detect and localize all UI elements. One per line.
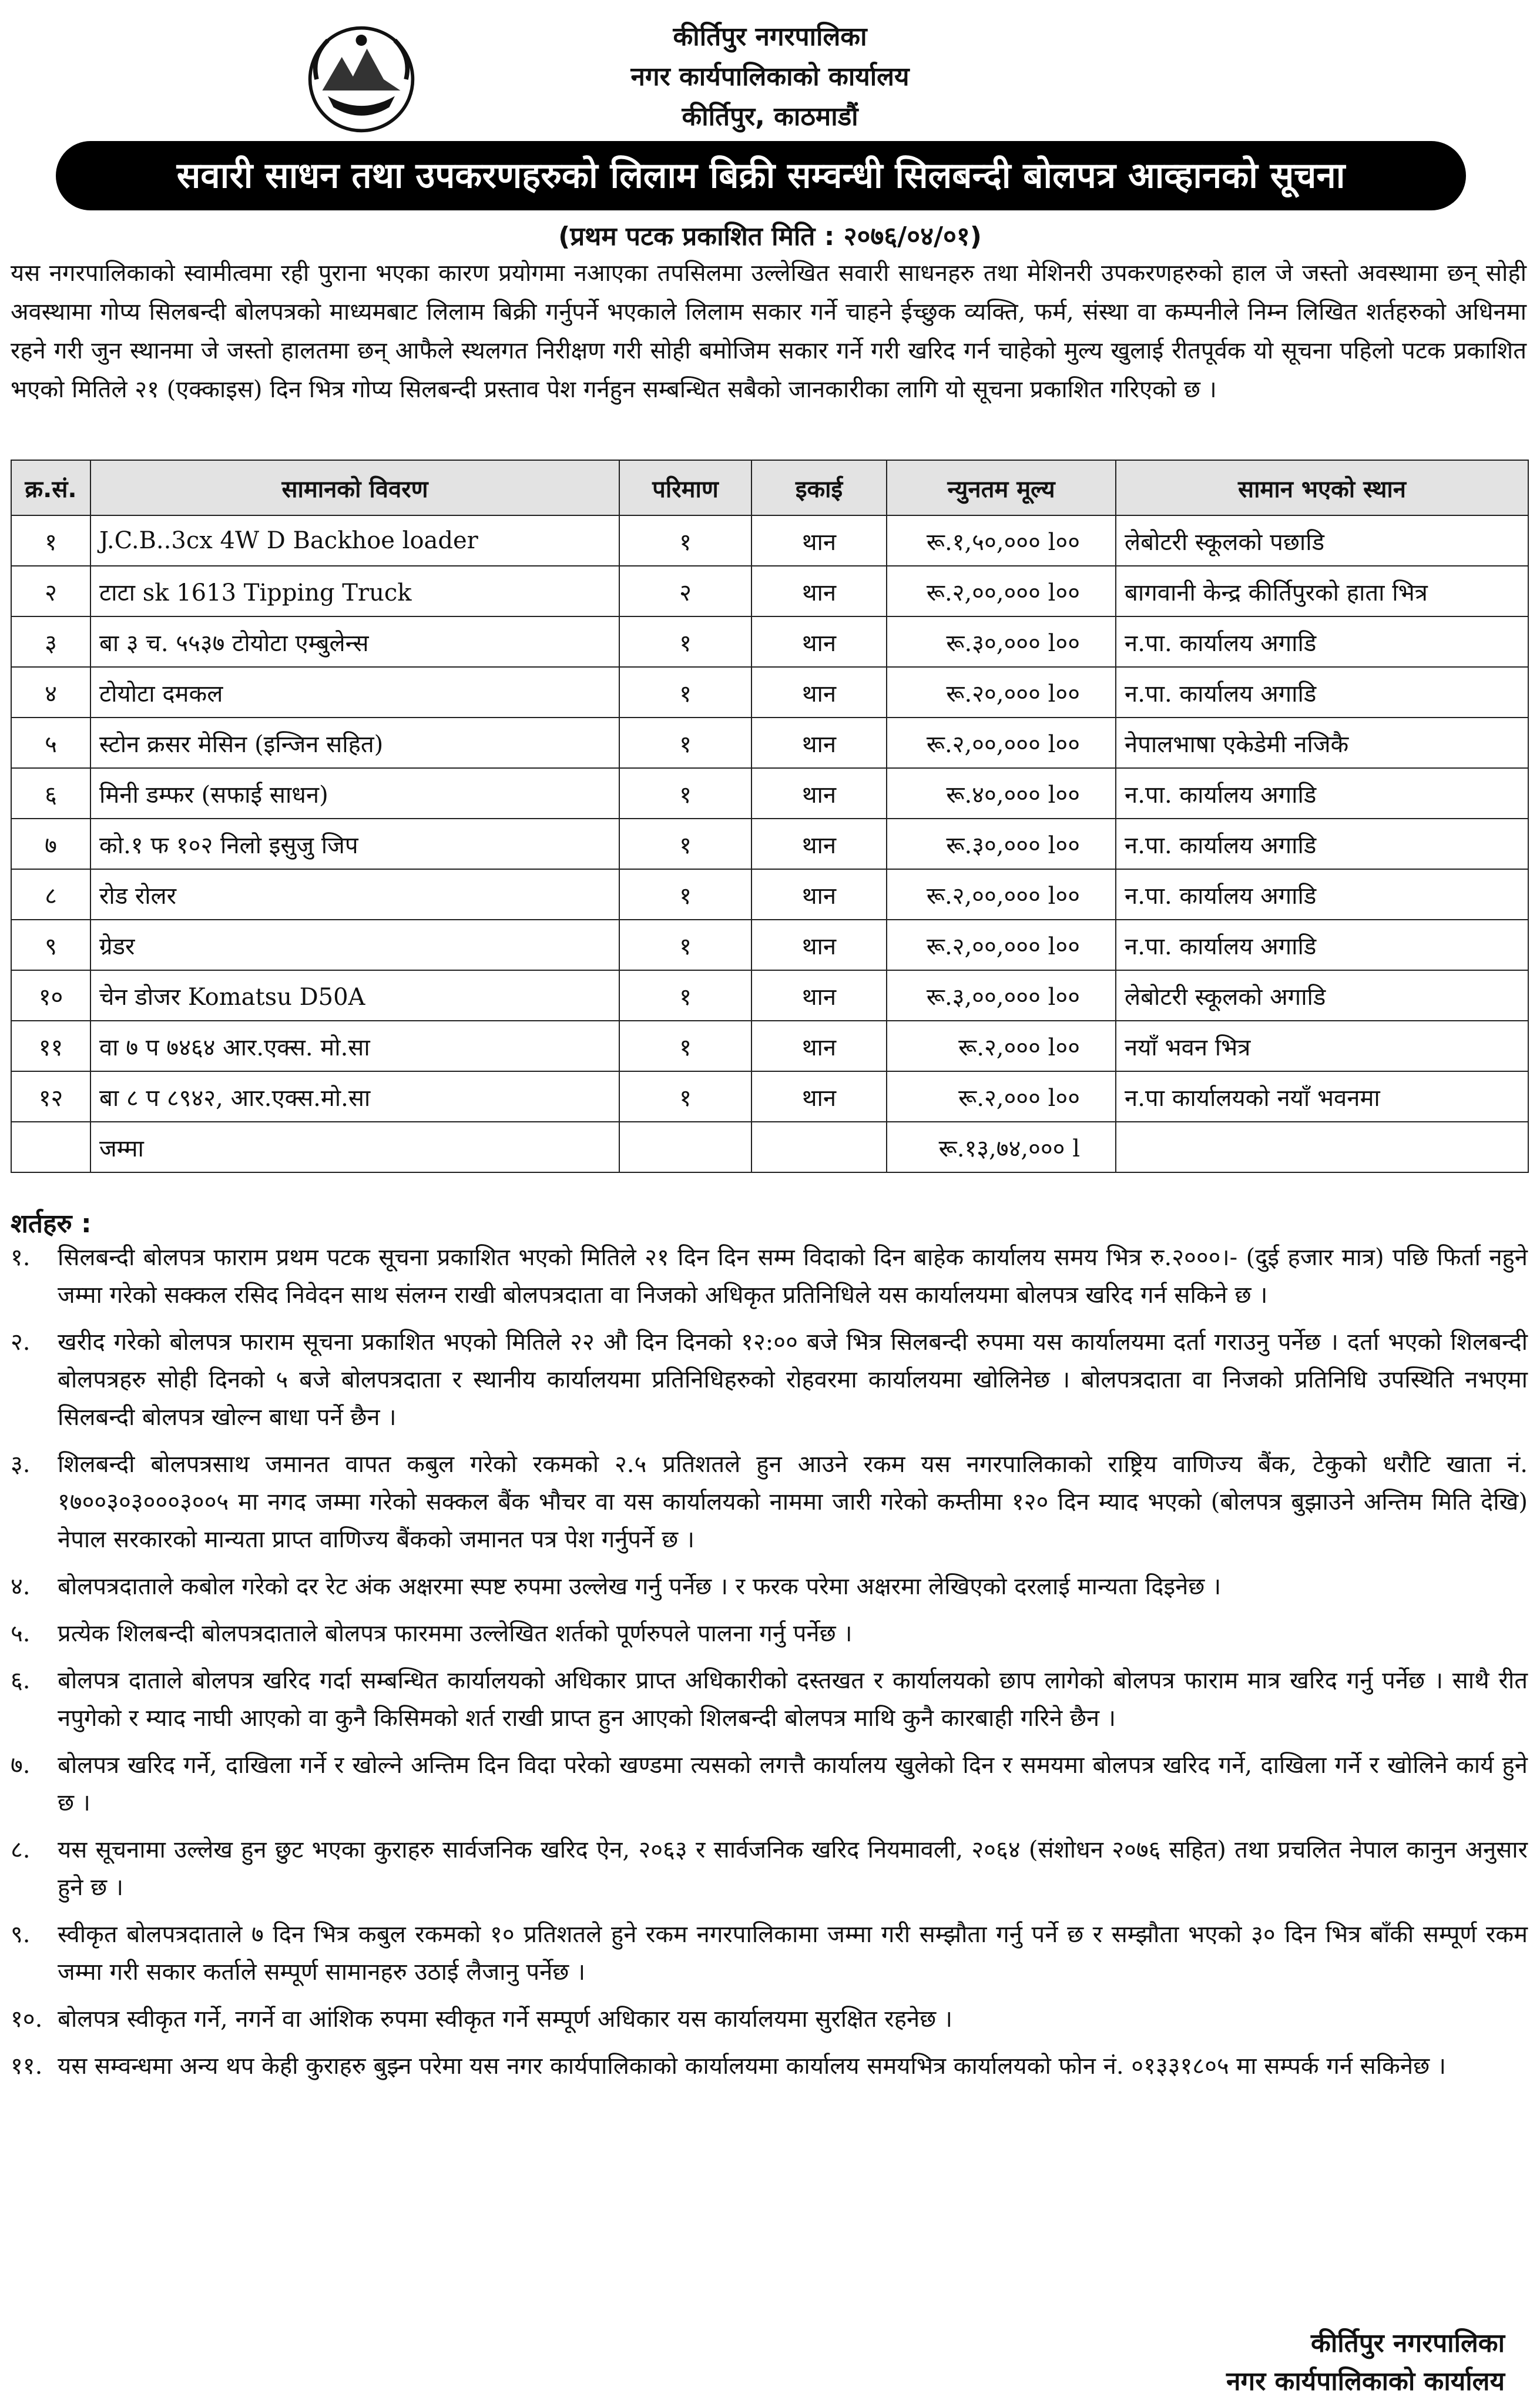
condition-text: बोलपत्र स्वीकृत गर्ने, नगर्ने वा आंशिक रुपमा स्वीकृत गर्ने सम्पूर्ण अधिकार यस कार्यालयमा सुरक्षित रहनेछ । bbox=[58, 2006, 953, 2033]
cell-empty bbox=[11, 1122, 90, 1172]
condition-text: खरीद गरेको बोलपत्र फाराम सूचना प्रकाशित भएको मितिले २२ औ दिन दिनको १२:०० बजे भित्र सिलबन्दी रुपमा यस कार्यालयमा दर्ता गराउनु पर्नेछ । दर्ता भएको शिलबन्दी बोलपत्रहरु सोही दिनको ५ बजे बोलपत्रदाता र स्थानीय कार्यालयमा प्रतिनिधिहरुको रोहवरमा कार्यालयमा खोलिनेछ । बोलपत्रदाता वा निजको प्रतिनिधि उपस्थिति नभएमा सिलबन्दी बोलपत्र खोल्न बाधा पर्ने छैन । bbox=[58, 1329, 1528, 1431]
cell-description: ग्रेडर bbox=[90, 920, 619, 970]
items-table bbox=[11, 460, 1529, 1173]
notice-title: सवारी साधन तथा उपकरणहरुको लिलाम बिक्री सम्वन्धी सिलबन्दी बोलपत्र आव्हानको सूचना bbox=[56, 141, 1466, 210]
cell-sn: १० bbox=[11, 970, 90, 1021]
list-item bbox=[11, 1239, 1528, 1314]
col-header-sn: क्र.सं. bbox=[11, 460, 90, 515]
list-item bbox=[11, 2000, 1528, 2038]
cell-unit: थान bbox=[751, 920, 887, 970]
list-item bbox=[11, 1831, 1528, 1906]
cell-sn: ८ bbox=[11, 869, 90, 920]
cell-unit: थान bbox=[751, 566, 887, 616]
cell-location: न.पा कार्यालयको नयाँ भवनमा bbox=[1116, 1071, 1528, 1122]
col-header-min-price: न्युनतम मूल्य bbox=[887, 460, 1116, 515]
cell-description: टाटा sk 1613 Tipping Truck bbox=[90, 566, 619, 616]
cell-quantity: १ bbox=[619, 515, 751, 566]
signature-org: कीर्तिपुर नगरपालिका bbox=[1311, 2328, 1505, 2358]
cell-unit: थान bbox=[751, 970, 887, 1021]
cell-location: न.पा. कार्यालय अगाडि bbox=[1116, 819, 1528, 869]
cell-quantity: १ bbox=[619, 920, 751, 970]
cell-min-price: रू.२,००,००० l०० bbox=[887, 869, 1116, 920]
condition-number: ७. bbox=[11, 1752, 31, 1779]
cell-empty bbox=[1116, 1122, 1528, 1172]
cell-empty bbox=[619, 1122, 751, 1172]
cell-unit: थान bbox=[751, 1071, 887, 1122]
table-row bbox=[11, 718, 1528, 768]
table-row bbox=[11, 616, 1528, 667]
table-row bbox=[11, 819, 1528, 869]
cell-description: रोड रोलर bbox=[90, 869, 619, 920]
cell-location: बागवानी केन्द्र कीर्तिपुरको हाता भित्र bbox=[1116, 566, 1528, 616]
cell-sn: ११ bbox=[11, 1021, 90, 1071]
condition-number: ४. bbox=[11, 1573, 31, 1600]
list-item bbox=[11, 2047, 1528, 2085]
cell-location: न.पा. कार्यालय अगाडि bbox=[1116, 616, 1528, 667]
condition-number: ६. bbox=[11, 1667, 31, 1694]
table-row bbox=[11, 1071, 1528, 1122]
cell-sn: १२ bbox=[11, 1071, 90, 1122]
list-item bbox=[11, 1916, 1528, 1991]
cell-description: मिनी डम्फर (सफाई साधन) bbox=[90, 768, 619, 819]
conditions-title: शर्तहरु : bbox=[11, 1209, 92, 1239]
cell-unit: थान bbox=[751, 515, 887, 566]
cell-min-price: रू.२,००,००० l०० bbox=[887, 718, 1116, 768]
cell-min-price: रू.२,००० l०० bbox=[887, 1021, 1116, 1071]
cell-description: टोयोटा दमकल bbox=[90, 667, 619, 718]
conditions-list bbox=[11, 1239, 1528, 2094]
list-item bbox=[11, 1446, 1528, 1558]
cell-description: चेन डोजर Komatsu D50A bbox=[90, 970, 619, 1021]
cell-location: न.पा. कार्यालय अगाडि bbox=[1116, 667, 1528, 718]
total-label: जम्मा bbox=[90, 1122, 619, 1172]
cell-description: को.१ फ १०२ निलो इसुजु जिप bbox=[90, 819, 619, 869]
cell-quantity: १ bbox=[619, 616, 751, 667]
cell-quantity: १ bbox=[619, 718, 751, 768]
cell-unit: थान bbox=[751, 667, 887, 718]
condition-number: ११. bbox=[11, 2053, 43, 2080]
cell-min-price: रू.२,००,००० l०० bbox=[887, 920, 1116, 970]
cell-min-price: रू.२,००० l०० bbox=[887, 1071, 1116, 1122]
condition-text: सिलबन्दी बोलपत्र फाराम प्रथम पटक सूचना प्रकाशित भएको मितिले २१ दिन दिन सम्म विदाको दिन बाहेक कार्यालय समय भित्र रु.२०००।- (दुई हजार मात्र) पछि फिर्ता नहुने जम्मा गरेको सक्कल रसिद निवेदन साथ संलग्न राखी बोलपत्रदाता वा निजको अधिकृत प्रतिनिधिले यस कार्यालयमा बोलपत्र खरिद गर्न सकिने छ । bbox=[58, 1244, 1528, 1309]
cell-min-price: रू.४०,००० l०० bbox=[887, 768, 1116, 819]
cell-location: लेबोटरी स्कूलको अगाडि bbox=[1116, 970, 1528, 1021]
cell-quantity: १ bbox=[619, 970, 751, 1021]
condition-number: ९. bbox=[11, 1921, 31, 1948]
col-header-location: सामान भएको स्थान bbox=[1116, 460, 1528, 515]
cell-location: न.पा. कार्यालय अगाडि bbox=[1116, 869, 1528, 920]
publication-date: (प्रथम पटक प्रकाशित मिति : २०७६/०४/०१) bbox=[558, 222, 982, 252]
condition-text: बोलपत्रदाताले कबोल गरेको दर रेट अंक अक्षरमा स्पष्ट रुपमा उल्लेख गर्नु पर्नेछ । र फरक परेमा अक्षरमा लेखिएको दरलाई मान्यता दिइनेछ । bbox=[58, 1573, 1222, 1600]
condition-text: प्रत्येक शिलबन्दी बोलपत्रदाताले बोलपत्र फारममा उल्लेखित शर्तको पूर्णरुपले पालना गर्नु पर्नेछ । bbox=[58, 1620, 853, 1647]
cell-location: नयाँ भवन भित्र bbox=[1116, 1021, 1528, 1071]
cell-empty bbox=[751, 1122, 887, 1172]
list-item bbox=[11, 1746, 1528, 1822]
cell-description: बा ३ च. ५५३७ टोयोटा एम्बुलेन्स bbox=[90, 616, 619, 667]
cell-location: लेबोटरी स्कूलको पछाडि bbox=[1116, 515, 1528, 566]
cell-location: नेपालभाषा एकेडेमी नजिकै bbox=[1116, 718, 1528, 768]
cell-quantity: १ bbox=[619, 768, 751, 819]
cell-description: स्टोन क्रसर मेसिन (इन्जिन सहित) bbox=[90, 718, 619, 768]
list-item bbox=[11, 1662, 1528, 1737]
cell-min-price: रू.३०,००० l०० bbox=[887, 819, 1116, 869]
table-row bbox=[11, 869, 1528, 920]
cell-unit: थान bbox=[751, 768, 887, 819]
cell-description: वा ७ प ७४६४ आर.एक्स. मो.सा bbox=[90, 1021, 619, 1071]
cell-unit: थान bbox=[751, 718, 887, 768]
office-address: कीर्तिपुर, काठमाडौं bbox=[682, 102, 858, 132]
table-row bbox=[11, 566, 1528, 616]
table-row bbox=[11, 515, 1528, 566]
condition-number: ५. bbox=[11, 1620, 31, 1647]
cell-min-price: रू.१,५०,००० l०० bbox=[887, 515, 1116, 566]
cell-sn: २ bbox=[11, 566, 90, 616]
cell-sn: ५ bbox=[11, 718, 90, 768]
table-header-row bbox=[11, 460, 1528, 515]
cell-min-price: रू.३०,००० l०० bbox=[887, 616, 1116, 667]
cell-unit: थान bbox=[751, 1021, 887, 1071]
list-item bbox=[11, 1568, 1528, 1605]
cell-location: न.पा. कार्यालय अगाडि bbox=[1116, 920, 1528, 970]
table-row bbox=[11, 1021, 1528, 1071]
condition-text: बोलपत्र दाताले बोलपत्र खरिद गर्दा सम्बन्धित कार्यालयको अधिकार प्राप्त अधिकारीको दस्तखत र कार्यालयको छाप लागेको बोलपत्र फाराम मात्र खरिद गर्नु पर्नेछ । साथै रीत नपुगेको र म्याद नाघी आएको वा कुनै किसिमको शर्त राखी प्राप्त हुन आएको शिलबन्दी बोलपत्र माथि कुनै कारबाही गरिने छैन । bbox=[58, 1667, 1528, 1732]
cell-description: J.C.B..3cx 4W D Backhoe loader bbox=[90, 515, 619, 566]
cell-min-price: रू.३,००,००० l०० bbox=[887, 970, 1116, 1021]
cell-quantity: १ bbox=[619, 1021, 751, 1071]
cell-description: बा ८ प ८९४२, आर.एक्स.मो.सा bbox=[90, 1071, 619, 1122]
table-row bbox=[11, 970, 1528, 1021]
cell-sn: ७ bbox=[11, 819, 90, 869]
cell-sn: ३ bbox=[11, 616, 90, 667]
cell-sn: ९ bbox=[11, 920, 90, 970]
signature-office: नगर कार्यपालिकाको कार्यालय bbox=[1226, 2366, 1505, 2396]
cell-sn: ४ bbox=[11, 667, 90, 718]
cell-sn: १ bbox=[11, 515, 90, 566]
office-name: नगर कार्यपालिकाको कार्यालय bbox=[630, 62, 910, 92]
cell-quantity: १ bbox=[619, 667, 751, 718]
cell-unit: थान bbox=[751, 869, 887, 920]
list-item bbox=[11, 1323, 1528, 1436]
org-name: कीर्तिपुर नगरपालिका bbox=[673, 22, 867, 52]
col-header-description: सामानको विवरण bbox=[90, 460, 619, 515]
condition-text: बोलपत्र खरिद गर्ने, दाखिला गर्ने र खोल्ने अन्तिम दिन विदा परेको खण्डमा त्यसको लगत्तै कार्यालय खुलेको दिन र समयमा बोलपत्र खरिद गर्ने, दाखिला गर्ने र खोलिने कार्य हुने छ । bbox=[58, 1752, 1528, 1816]
cell-unit: थान bbox=[751, 616, 887, 667]
condition-number: १०. bbox=[11, 2006, 43, 2033]
cell-sn: ६ bbox=[11, 768, 90, 819]
condition-text: शिलबन्दी बोलपत्रसाथ जमानत वापत कबुल गरेको रकमको २.५ प्रतिशतले हुन आउने रकम यस नगरपालिकाको राष्ट्रिय वाणिज्य बैंक, टेकुको धरौटि खाता नं. १७००३०३०००३००५ मा नगद जम्मा गरेको सक्कल बैंक भौचर वा यस कार्यालयको नाममा जारी गरेको कम्तीमा १२० दिन म्याद भएको (बोलपत्र बुझाउने अन्तिम मिति देखि) नेपाल सरकारको मान्यता प्राप्त वाणिज्य बैंकको जमानत पत्र पेश गर्नुपर्ने छ । bbox=[58, 1451, 1528, 1553]
condition-text: यस सूचनामा उल्लेख हुन छुट भएका कुराहरु सार्वजनिक खरिद ऐन, २०६३ र सार्वजनिक खरिद नियमावली, २०६४ (संशोधन २०७६ सहित) तथा प्रचलित नेपाल कानुन अनुसार हुने छ । bbox=[58, 1836, 1528, 1901]
col-header-unit: इकाई bbox=[751, 460, 887, 515]
condition-number: २. bbox=[11, 1329, 31, 1356]
cell-quantity: १ bbox=[619, 819, 751, 869]
table-row bbox=[11, 667, 1528, 718]
cell-min-price: रू.२,००,००० l०० bbox=[887, 566, 1116, 616]
condition-text: स्वीकृत बोलपत्रदाताले ७ दिन भित्र कबुल रकमको १० प्रतिशतले हुने रकम नगरपालिकामा जम्मा गरी सम्झौता गर्नु पर्ने छ र सम्झौता भएको ३० दिन भित्र बाँकी सम्पूर्ण रकम जम्मा गरी सकार कर्ताले सम्पूर्ण सामानहरु उठाई लैजानु पर्नेछ । bbox=[58, 1921, 1528, 1986]
cell-quantity: १ bbox=[619, 1071, 751, 1122]
table-row bbox=[11, 920, 1528, 970]
intro-paragraph: यस नगरपालिकाको स्वामीत्वमा रही पुराना भएका कारण प्रयोगमा नआएका तपसिलमा उल्लेखित सवारी साधनहरु तथा मेशिनरी उपकरणहरुको हाल जे जस्तो अवस्थामा छन् सोही अवस्थामा गोप्य सिलबन्दी बोलपत्रको माध्यमबाट लिलाम बिक्री गर्नुपर्ने भएकाले लिलाम सकार गर्ने चाहने ईच्छुक व्यक्ति, फर्म, संस्था वा कम्पनीले निम्न लिखित शर्तहरुको अधिनमा रहने गरी जुन स्थानमा जे जस्तो हालतमा छन् आफैले स्थलगत निरीक्षण गरी सोही बमोजिम सकार गर्ने गरी खरिद गर्न चाहेको मुल्य खुलाई रीतपूर्वक यो सूचना पहिलो पटक प्रकाशित भएको मितिले २१ (एक्काइस) दिन भित्र गोप्य सिलबन्दी प्रस्ताव पेश गर्नहुन सम्बन्धित सबैको जानकारीका लागि यो सूचना प्रकाशित गरिएको छ । bbox=[11, 260, 1526, 403]
condition-number: १. bbox=[11, 1244, 31, 1271]
condition-number: ३. bbox=[11, 1451, 31, 1478]
col-header-quantity: परिमाण bbox=[619, 460, 751, 515]
cell-unit: थान bbox=[751, 819, 887, 869]
cell-location: न.पा. कार्यालय अगाडि bbox=[1116, 768, 1528, 819]
total-value: रू.१३,७४,००० l bbox=[887, 1122, 1116, 1172]
condition-number: ८. bbox=[11, 1836, 31, 1863]
list-item bbox=[11, 1615, 1528, 1652]
cell-min-price: रू.२०,००० l०० bbox=[887, 667, 1116, 718]
table-row bbox=[11, 768, 1528, 819]
cell-quantity: १ bbox=[619, 869, 751, 920]
cell-quantity: २ bbox=[619, 566, 751, 616]
condition-text: यस सम्वन्धमा अन्य थप केही कुराहरु बुझ्न परेमा यस नगर कार्यपालिकाको कार्यालयमा कार्यालय समयभित्र कार्यालयको फोन नं. ०१३३१८०५ मा सम्पर्क गर्न सकिनेछ । bbox=[58, 2053, 1446, 2080]
table-total-row bbox=[11, 1122, 1528, 1172]
